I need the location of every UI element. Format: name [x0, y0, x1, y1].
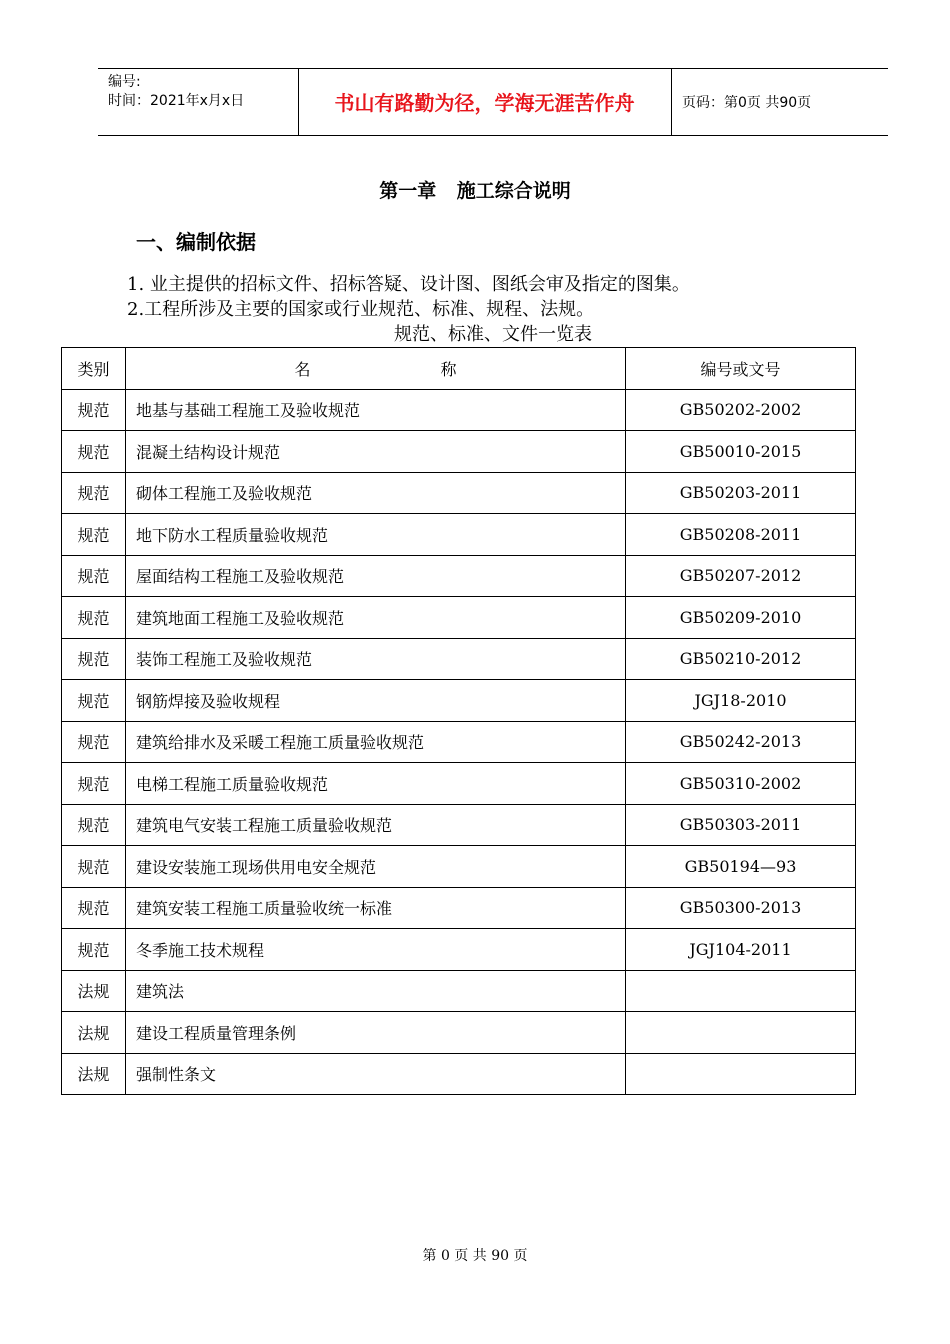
header-motto: 书山有路勤为径，学海无涯苦作舟: [334, 91, 635, 115]
cell-type: 规范: [62, 887, 126, 929]
cell-name: 混凝土结构设计规范: [126, 431, 626, 473]
cell-type: 规范: [62, 721, 126, 763]
paragraph-basis-1: 1. 业主提供的招标文件、招标答疑、设计图、图纸会审及指定的图集。: [127, 274, 690, 295]
cell-type: 规范: [62, 431, 126, 473]
cell-name: 建筑安装工程施工质量验收统一标准: [126, 887, 626, 929]
cell-name: 建筑法: [126, 970, 626, 1012]
page-header: [98, 68, 888, 136]
cell-code: GB50203-2011: [626, 472, 856, 514]
chapter-title: 第一章 施工综合说明: [379, 180, 571, 202]
table-row: [62, 431, 856, 473]
norms-table: [61, 347, 856, 1095]
table-header-row: [62, 348, 856, 390]
cell-code: GB50310-2002: [626, 763, 856, 805]
cell-code: GB50209-2010: [626, 597, 856, 639]
cell-type: 规范: [62, 514, 126, 556]
header-meta: [108, 73, 244, 111]
paragraph-basis-2: 2.工程所涉及主要的国家或行业规范、标准、规程、法规。: [127, 299, 595, 320]
cell-name: 冬季施工技术规程: [126, 929, 626, 971]
table-row: [62, 763, 856, 805]
cell-name: 砌体工程施工及验收规范: [126, 472, 626, 514]
cell-code: GB50010-2015: [626, 431, 856, 473]
cell-code: GB50300-2013: [626, 887, 856, 929]
table-row: [62, 721, 856, 763]
header-code: 编号或文号: [626, 348, 856, 390]
table-body: [62, 389, 856, 1095]
header-type: 类别: [62, 348, 126, 390]
table-row: [62, 970, 856, 1012]
table-row: [62, 804, 856, 846]
header-name: [126, 348, 626, 390]
cell-code: [626, 1053, 856, 1095]
table-row: [62, 887, 856, 929]
cell-type: 规范: [62, 763, 126, 805]
cell-type: 规范: [62, 680, 126, 722]
cell-code: GB50303-2011: [626, 804, 856, 846]
cell-name: 强制性条文: [126, 1053, 626, 1095]
cell-name: 电梯工程施工质量验收规范: [126, 763, 626, 805]
section-title: 一、编制依据: [136, 230, 256, 254]
table-row: [62, 929, 856, 971]
table-row: [62, 472, 856, 514]
cell-code: GB50210-2012: [626, 638, 856, 680]
cell-name: 地下防水工程质量验收规范: [126, 514, 626, 556]
cell-name: 建筑地面工程施工及验收规范: [126, 597, 626, 639]
table-row: [62, 680, 856, 722]
cell-code: JGJ104-2011: [626, 929, 856, 971]
header-divider: [671, 69, 672, 135]
cell-type: 规范: [62, 472, 126, 514]
cell-code: [626, 970, 856, 1012]
serial-label: 编号:: [108, 74, 141, 90]
table-row: [62, 1012, 856, 1054]
cell-code: [626, 1012, 856, 1054]
cell-type: 规范: [62, 804, 126, 846]
table-row: [62, 555, 856, 597]
cell-code: GB50194—93: [626, 846, 856, 888]
cell-name: 装饰工程施工及验收规范: [126, 638, 626, 680]
cell-type: 规范: [62, 638, 126, 680]
cell-name: 屋面结构工程施工及验收规范: [126, 555, 626, 597]
table-row: [62, 389, 856, 431]
cell-type: 法规: [62, 1012, 126, 1054]
table-row: [62, 638, 856, 680]
table-row: [62, 1053, 856, 1095]
time-label: 时间：2021年x月x日: [108, 93, 245, 109]
cell-type: 规范: [62, 389, 126, 431]
cell-code: GB50242-2013: [626, 721, 856, 763]
cell-type: 规范: [62, 555, 126, 597]
header-name-part2: 称: [440, 359, 457, 379]
cell-type: 法规: [62, 1053, 126, 1095]
table-row: [62, 514, 856, 556]
table-row: [62, 597, 856, 639]
cell-type: 规范: [62, 929, 126, 971]
cell-code: GB50202-2002: [626, 389, 856, 431]
cell-name: 钢筋焊接及验收规程: [126, 680, 626, 722]
cell-code: JGJ18-2010: [626, 680, 856, 722]
cell-type: 规范: [62, 597, 126, 639]
header-name-part1: 名: [294, 359, 311, 379]
cell-code: GB50208-2011: [626, 514, 856, 556]
cell-type: 规范: [62, 846, 126, 888]
cell-name: 建设工程质量管理条例: [126, 1012, 626, 1054]
cell-name: 建设安装施工现场供用电安全规范: [126, 846, 626, 888]
cell-name: 建筑给排水及采暖工程施工质量验收规范: [126, 721, 626, 763]
page-footer: 第 0 页 共 90 页: [422, 1248, 528, 1264]
cell-name: 地基与基础工程施工及验收规范: [126, 389, 626, 431]
table-row: [62, 846, 856, 888]
header-page-number: 页码：第0页 共90页: [682, 95, 812, 111]
cell-name: 建筑电气安装工程施工质量验收规范: [126, 804, 626, 846]
cell-type: 法规: [62, 970, 126, 1012]
table-caption: 规范、标准、文件一览表: [394, 324, 592, 345]
cell-code: GB50207-2012: [626, 555, 856, 597]
